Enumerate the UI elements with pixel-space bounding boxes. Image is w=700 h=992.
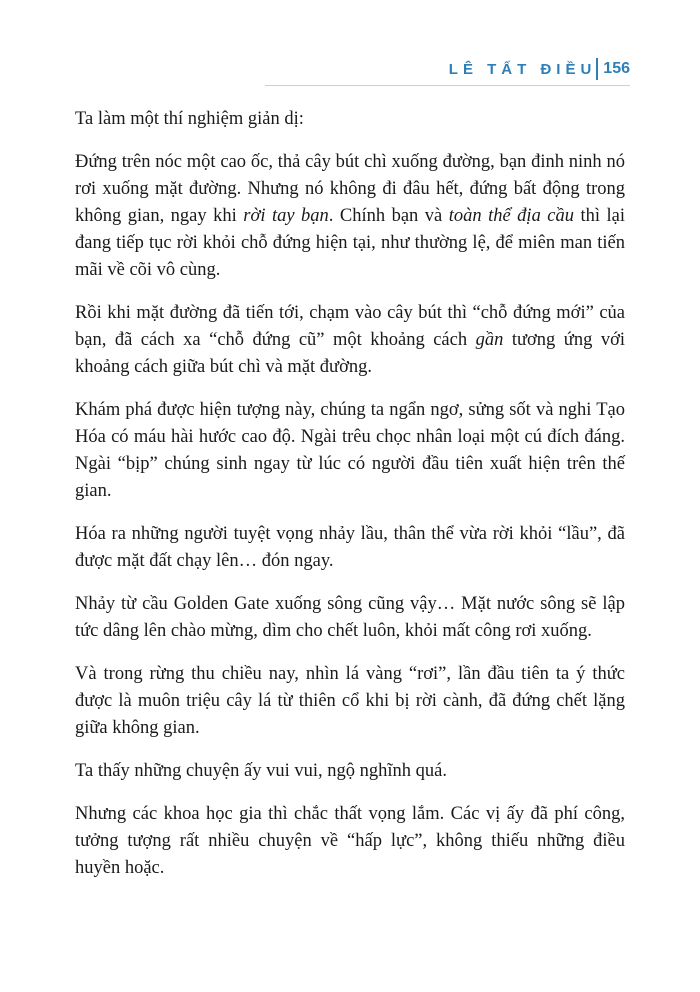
paragraph-2-emphasis-1: rời tay bạn [243, 206, 329, 226]
page-number: 156 [603, 60, 630, 77]
paragraph-6: Nhảy từ cầu Golden Gate xuống sông cũng vậy… Mặt nước sông sẽ lập tức dâng lên chào mừng, dìm cho chết luôn, khỏi mất công rơi xuống. [75, 594, 625, 641]
paragraph-3-text-1: Rồi khi mặt đường đã tiến tới, chạm vào cây bút thì “chỗ đứng mới” của bạn, đã cách xa “chỗ đứng cũ” một khoảng cách [75, 303, 625, 350]
paragraph-7: Và trong rừng thu chiều nay, nhìn lá vàng “rơi”, lần đầu tiên ta ý thức được là muôn triệu cây lá từ thiên cổ khi bị rời cành, đã đứng chết lặng giữa không gian. [75, 664, 625, 738]
paragraph-8: Ta thấy những chuyện ấy vui vui, ngộ nghĩnh quá. [75, 761, 447, 781]
page-body [75, 106, 625, 898]
paragraph-4: Khám phá được hiện tượng này, chúng ta ngẩn ngơ, sửng sốt và nghi Tạo Hóa có máu hài hước cao độ. Ngài trêu chọc nhân loại một cú đích đáng. Ngài “bịp” chúng sinh ngay từ lúc có người đầu tiên xuất hiện trên thế gian. [75, 400, 625, 501]
paragraph-2 [75, 149, 625, 284]
paragraph-1: Ta làm một thí nghiệm giản dị: [75, 109, 304, 129]
paragraph-2-text-2: . Chính bạn và [328, 206, 449, 226]
paragraph-2-text-3: thì lại đang tiếp tục rời khỏi chỗ đứng hiện tại, như thường lệ, để miên man tiến mãi về cõi vô cùng. [75, 206, 625, 280]
running-header [449, 58, 630, 80]
paragraph-5: Hóa ra những người tuyệt vọng nhảy lầu, thân thể vừa rời khỏi “lầu”, đã được mặt đất chạy lên… đón ngay. [75, 524, 625, 571]
header-rule [265, 85, 630, 86]
paragraph-2-text-1: Đứng trên nóc một cao ốc, thả cây bút chì xuống đường, bạn đinh ninh nó rơi xuống mặt đường. Nhưng nó không đi đâu hết, đứng bất động trong không gian, ngay khi [75, 152, 625, 226]
header-separator [596, 58, 598, 80]
paragraph-9: Nhưng các khoa học gia thì chắc thất vọng lắm. Các vị ấy đã phí công, tưởng tượng rất nhiều chuyện về “hấp lực”, không thiếu những điều huyền hoặc. [75, 804, 625, 878]
paragraph-2-emphasis-2: toàn thể địa cầu [448, 206, 575, 226]
paragraph-3 [75, 300, 625, 381]
paragraph-3-text-2: tương ứng với khoảng cách giữa bút chì và mặt đường. [75, 330, 625, 377]
header-author: LÊ TẤT ĐIỀU [448, 60, 597, 78]
paragraph-3-emphasis-1: gần [475, 330, 504, 350]
